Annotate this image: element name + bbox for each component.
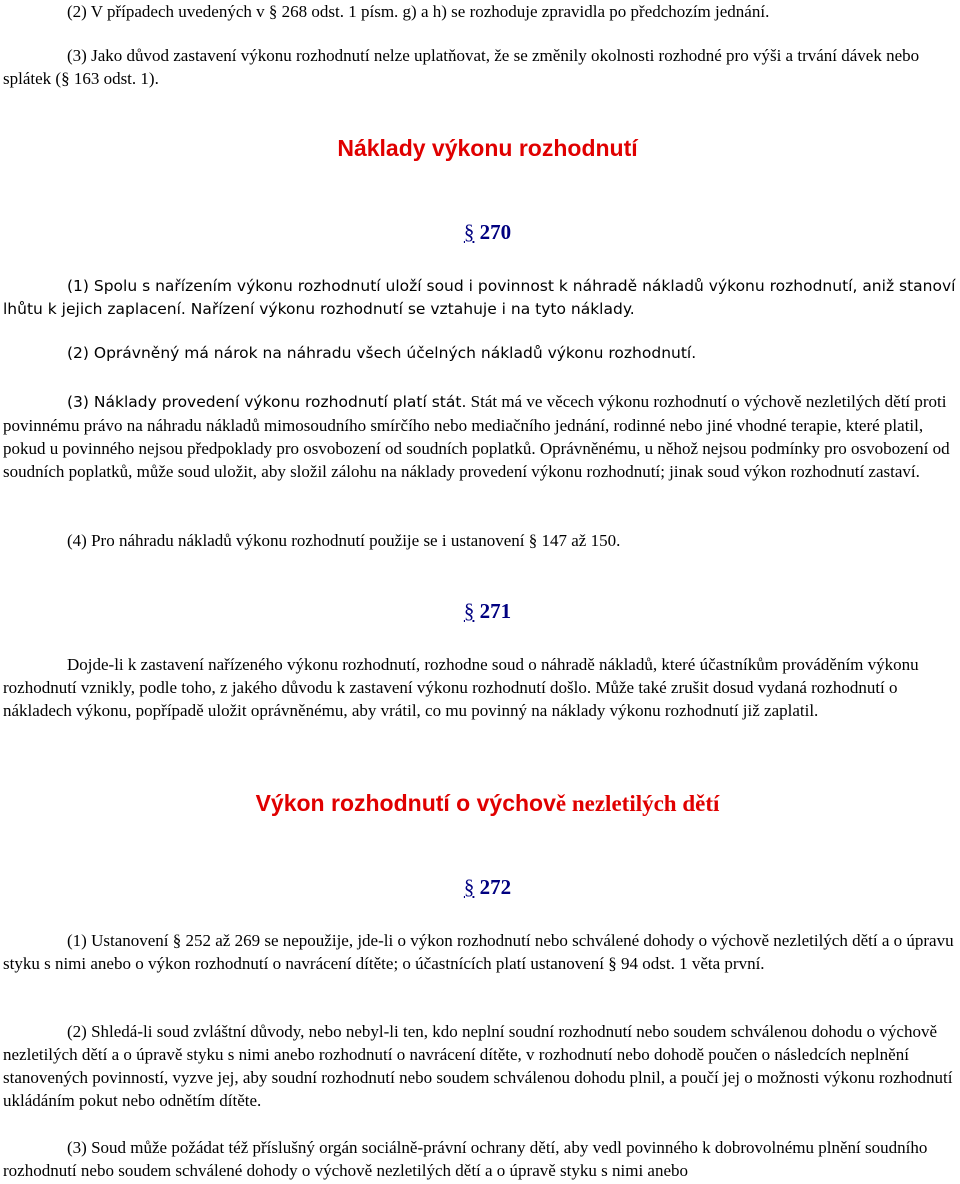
paragraph-270-4: (4) Pro náhradu nákladů výkonu rozhodnutí použije se i ustanovení § 147 až 150.: [67, 531, 621, 550]
paragraph-270-1: (1) Spolu s nařízením výkonu rozhodnutí uloží soud i povinnost k náhradě nákladů výkonu rozhodnutí, aniž stanoví lhůtu k jejich zaplacení. Nařízení výkonu rozhodnutí se vztahuje i na tyto náklady.: [3, 277, 956, 318]
section-heading-vychova-text-a: Výkon rozhodnutí o výchov: [255, 790, 556, 816]
paragraph-269-3: (3) Jako důvod zastavení výkonu rozhodnutí nelze uplatňovat, že se změnily okolnosti rozhodné pro výši a trvání dávek nebo splátek (§ 163 odst. 1).: [3, 46, 920, 88]
paragraph-270-3-lead: (3) Náklady provedení výkonu rozhodnutí platí stát.: [67, 393, 467, 411]
section-heading-vychova: [0, 792, 960, 815]
paragraph-272-3: (3) Soud může požádat též příslušný orgán sociálně-právní ochrany dětí, aby vedl povinného k dobrovolnému plnění soudního rozhodnutí nebo soudem schválené dohody o výchově nezletilých dětí a o úpravě styku s nimi anebo: [3, 1138, 928, 1180]
section-heading-naklady: [0, 137, 960, 160]
paragraph-270-3-body: Stát má ve věcech výkonu rozhodnutí o výchově nezletilých dětí proti povinnému právo na náhradu nákladů mimosoudního smírčího nebo mediačního jednání, rodinné nebo jiné vhodné terapie, které platil, pokud u povinného nejsou předpoklady pro osvobození od soudních poplatků. Oprávněnému, u něhož nejsou podmínky pro osvobození od soudních poplatků, může soud uložit, aby složil zálohu na náklady provedení výkonu rozhodnutí; jinak soud výkon rozhodnutí zastaví.: [3, 392, 950, 481]
paragraph-270-2: (2) Oprávněný má nárok na náhradu všech účelných nákladů výkonu rozhodnutí.: [67, 344, 697, 362]
paragraph-270-3: [0, 390, 960, 483]
section-number-272: [0, 876, 960, 899]
section-number-271: [0, 600, 960, 623]
section-number-270-text: 270: [479, 220, 512, 244]
paragraph-272-1: (1) Ustanovení § 252 až 269 se nepoužije, jde-li o výkon rozhodnutí nebo schválené dohody o výchově nezletilých dětí a o úpravu styku s nimi anebo o výkon rozhodnutí o navrácení dítěte; o účastnících platí ustanovení § 94 odst. 1 věta první.: [3, 931, 954, 973]
paragraph-268-2: (2) V případech uvedených v § 268 odst. 1 písm. g) a h) se rozhoduje zpravidla po předchozím jednání.: [67, 2, 770, 21]
paragraph-symbol-icon: §: [463, 599, 475, 623]
paragraph-symbol-icon: §: [463, 220, 475, 244]
section-number-271-text: 271: [479, 599, 512, 623]
paragraph-symbol-icon: §: [463, 875, 475, 899]
paragraph-271-1: Dojde-li k zastavení nařízeného výkonu rozhodnutí, rozhodne soud o náhradě nákladů, které účastníkům prováděním výkonu rozhodnutí vznikly, podle toho, z jakého důvodu k zastavení výkonu rozhodnutí došlo. Může také zrušit dosud vydaná rozhodnutí o nákladech výkonu, popřípadě uložit oprávněnému, aby vrátil, co mu povinný na náklady výkonu rozhodnutí již zaplatil.: [3, 655, 919, 720]
paragraph-272-2: (2) Shledá-li soud zvláštní důvody, nebo nebyl-li ten, kdo neplní soudní rozhodnutí nebo soudem schválenou dohodu o výchově nezletilých dětí a o úpravě styku s nimi anebo rozhodnutí o navrácení dítěte, v rozhodnutí nebo dohodě poučen o následcích neplnění stanovených povinností, vyzve jej, aby soudní rozhodnutí nebo soudem schválenou dohodu plnil, a poučí jej o možnosti výkonu rozhodnutí ukládáním pokut nebo odnětím dítěte.: [3, 1022, 953, 1110]
section-heading-vychova-text-b: ě nezletilých dětí: [555, 791, 720, 816]
section-number-272-text: 272: [479, 875, 512, 899]
section-number-270: [0, 221, 960, 244]
section-heading-naklady-text: Náklady výkonu rozhodnutí: [337, 135, 638, 161]
